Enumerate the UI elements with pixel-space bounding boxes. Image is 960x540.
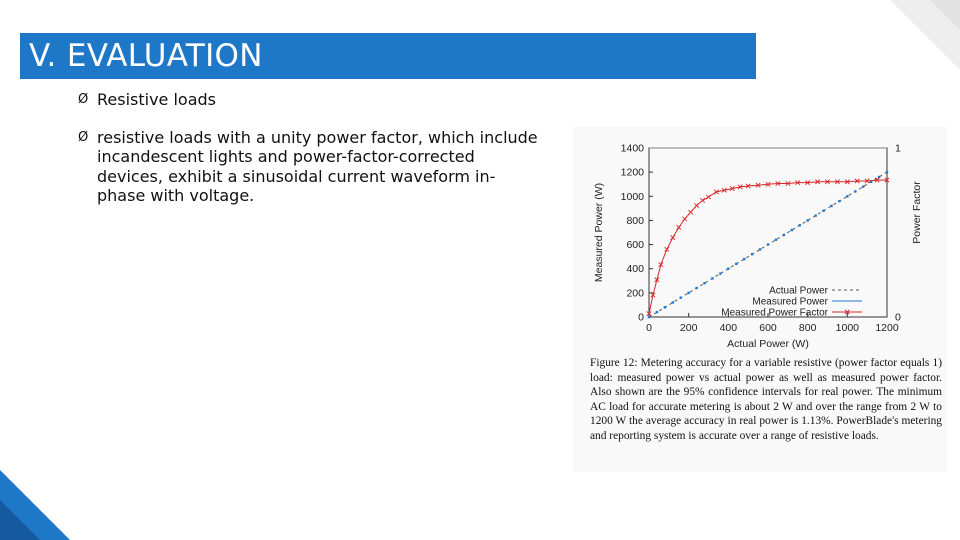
- y-tick-label: 600: [626, 239, 644, 252]
- data-point-measured-power: [711, 277, 713, 279]
- power-chart: [573, 127, 947, 355]
- data-point-measured-power: [680, 296, 682, 298]
- data-point-measured-power: [830, 205, 832, 207]
- y2-axis-label: Power Factor: [911, 181, 923, 244]
- data-point-measured-power: [886, 171, 888, 173]
- legend-label: Measured Power: [752, 296, 828, 308]
- x-tick-label: 600: [759, 322, 777, 334]
- data-point-power-factor: [706, 195, 710, 199]
- data-point-measured-power: [759, 248, 761, 250]
- data-point-measured-power: [814, 214, 816, 216]
- data-point-power-factor: [665, 247, 669, 251]
- y-axis-label: Measured Power (W): [593, 182, 605, 283]
- arrow-bullet-icon: Ø: [78, 92, 89, 107]
- data-point-measured-power: [719, 272, 721, 274]
- x-tick-label: 1200: [875, 322, 899, 334]
- x-tick-label: 800: [798, 322, 817, 334]
- figure-caption: Figure 12: Metering accuracy for a variable resistive (power factor equals 1) load: measured power vs actual power as well as measured power factor. Also shown are the 95% confidence intervals for real power. The minimum AC load for accurate metering is about 2 W and over the range from 2 W to 1200 W the average accuracy in real power is 1.13%. PowerBlade's metering and reporting system is accurate over a range of resistive loads.: [590, 357, 942, 442]
- y-tick-label: 1400: [620, 142, 644, 155]
- data-point-measured-power: [751, 253, 753, 255]
- bullet-item: [78, 90, 538, 110]
- y-tick-label: 1200: [620, 166, 644, 179]
- data-point-measured-power: [822, 210, 824, 212]
- y-tick-label: 200: [626, 287, 644, 300]
- data-point-measured-power: [695, 287, 697, 289]
- arrow-bullet-icon: Ø: [78, 129, 89, 145]
- data-point-power-factor: [677, 225, 681, 229]
- data-point-measured-power: [846, 195, 848, 197]
- y-tick-label: 0: [638, 311, 644, 324]
- y2-tick-label: 1: [895, 142, 901, 155]
- data-point-measured-power: [656, 311, 658, 313]
- x-axis-label: Actual Power (W): [727, 338, 809, 350]
- plot-frame: [649, 148, 887, 317]
- data-point-measured-power: [775, 239, 777, 241]
- x-tick-label: 0: [646, 322, 652, 334]
- data-point-measured-power: [838, 200, 840, 202]
- y2-tick-label: 0: [895, 311, 901, 324]
- data-point-measured-power: [664, 306, 666, 308]
- data-point-measured-power: [687, 292, 689, 294]
- data-point-power-factor: [688, 210, 692, 214]
- data-point-measured-power: [727, 268, 729, 270]
- figure: [573, 127, 947, 472]
- data-point-power-factor: [683, 217, 687, 221]
- y-tick-label: 400: [626, 263, 644, 276]
- x-tick-label: 200: [679, 322, 698, 334]
- title-bar: [20, 33, 756, 79]
- data-point-measured-power: [854, 190, 856, 192]
- data-point-power-factor: [700, 198, 704, 202]
- data-point-measured-power: [806, 219, 808, 221]
- data-point-measured-power: [799, 224, 801, 226]
- legend-label: Actual Power: [769, 285, 828, 297]
- x-tick-label: 400: [719, 322, 738, 334]
- data-point-measured-power: [735, 263, 737, 265]
- data-point-measured-power: [862, 185, 864, 187]
- bullet-text: Resistive loads: [97, 90, 217, 109]
- legend-label: Measured Power Factor: [721, 307, 828, 319]
- y-tick-label: 1000: [620, 190, 644, 203]
- data-point-measured-power: [703, 282, 705, 284]
- data-point-power-factor: [694, 203, 698, 207]
- x-tick-label: 1000: [835, 322, 860, 334]
- data-point-measured-power: [767, 243, 769, 245]
- data-point-measured-power: [743, 258, 745, 260]
- series-line-power-factor: [649, 180, 887, 314]
- slide-title: V. EVALUATION: [29, 38, 263, 74]
- data-point-measured-power: [672, 301, 674, 303]
- data-point-measured-power: [648, 316, 650, 318]
- bullet-list: [78, 90, 538, 206]
- bullet-text: resistive loads with a unity power factor, which include incandescent lights and power-factor-corrected devices, exhibit a sinusoidal current waveform in-phase with voltage.: [97, 127, 538, 205]
- data-point-measured-power: [783, 234, 785, 236]
- bullet-item: [78, 128, 538, 206]
- y-tick-label: 800: [626, 214, 644, 227]
- data-point-measured-power: [791, 229, 793, 231]
- data-point-power-factor: [671, 235, 675, 239]
